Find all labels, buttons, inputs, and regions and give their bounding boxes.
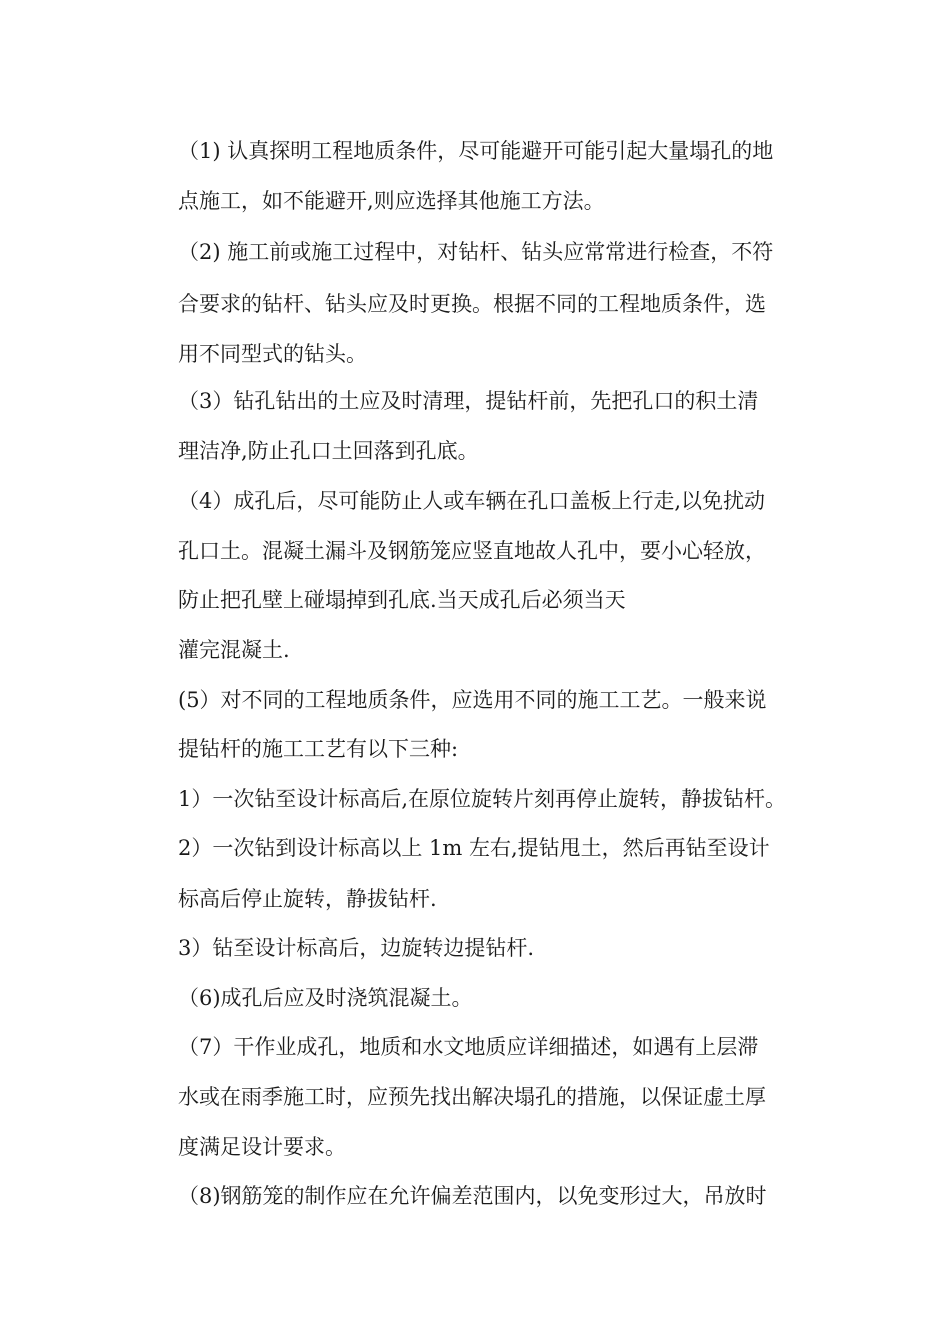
- text-line: 2）一次钻到设计标高以上 1m 左右,提钻甩土，然后再钻至设计: [178, 836, 770, 860]
- text-line: 灌完混凝土.: [178, 638, 290, 662]
- text-line: 3）钻至设计标高后，边旋转边提钻杆.: [178, 936, 535, 960]
- text-line: (5）对不同的工程地质条件，应选用不同的施工工艺。一般来说: [178, 688, 767, 712]
- text-line: 理洁净,防止孔口土回落到孔底。: [178, 439, 479, 463]
- text-line: 防止把孔壁上碰塌掉到孔底.当天成孔后必须当天: [178, 588, 626, 612]
- text-line: （1) 认真探明工程地质条件，尽可能避开可能引起大量塌孔的地: [178, 139, 774, 163]
- text-line: （8)钢筋笼的制作应在允许偏差范围内，以免变形过大，吊放时: [178, 1184, 767, 1208]
- text-line: 1）一次钻至设计标高后,在原位旋转片刻再停止旋转，静拔钻杆。: [178, 787, 787, 811]
- text-line: 水或在雨季施工时，应预先找出解决塌孔的措施，以保证虚土厚: [178, 1085, 766, 1109]
- text-line: 孔口土。混凝土漏斗及钢筋笼应竖直地故人孔中，要小心轻放，: [178, 539, 766, 563]
- text-line: （4）成孔后，尽可能防止人或车辆在孔口盖板上行走,以免扰动: [178, 489, 766, 513]
- text-line: 标高后停止旋转，静拔钻杆.: [178, 887, 437, 911]
- text-line: 点施工，如不能避开,则应选择其他施工方法。: [178, 189, 605, 213]
- text-line: （6)成孔后应及时浇筑混凝土。: [178, 986, 473, 1010]
- text-line: （7）干作业成孔，地质和水文地质应详细描述，如遇有上层滞: [178, 1035, 759, 1059]
- text-line: 提钻杆的施工工艺有以下三种:: [178, 737, 459, 761]
- text-line: 用不同型式的钻头。: [178, 342, 367, 366]
- text-line: （3）钻孔钻出的土应及时清理，提钻杆前，先把孔口的积土清: [178, 389, 759, 413]
- text-line: 合要求的钻杆、钻头应及时更换。根据不同的工程地质条件，选: [178, 292, 766, 316]
- text-line: （2) 施工前或施工过程中，对钻杆、钻头应常常进行检查，不符: [178, 240, 774, 264]
- text-line: 度满足设计要求。: [178, 1135, 346, 1159]
